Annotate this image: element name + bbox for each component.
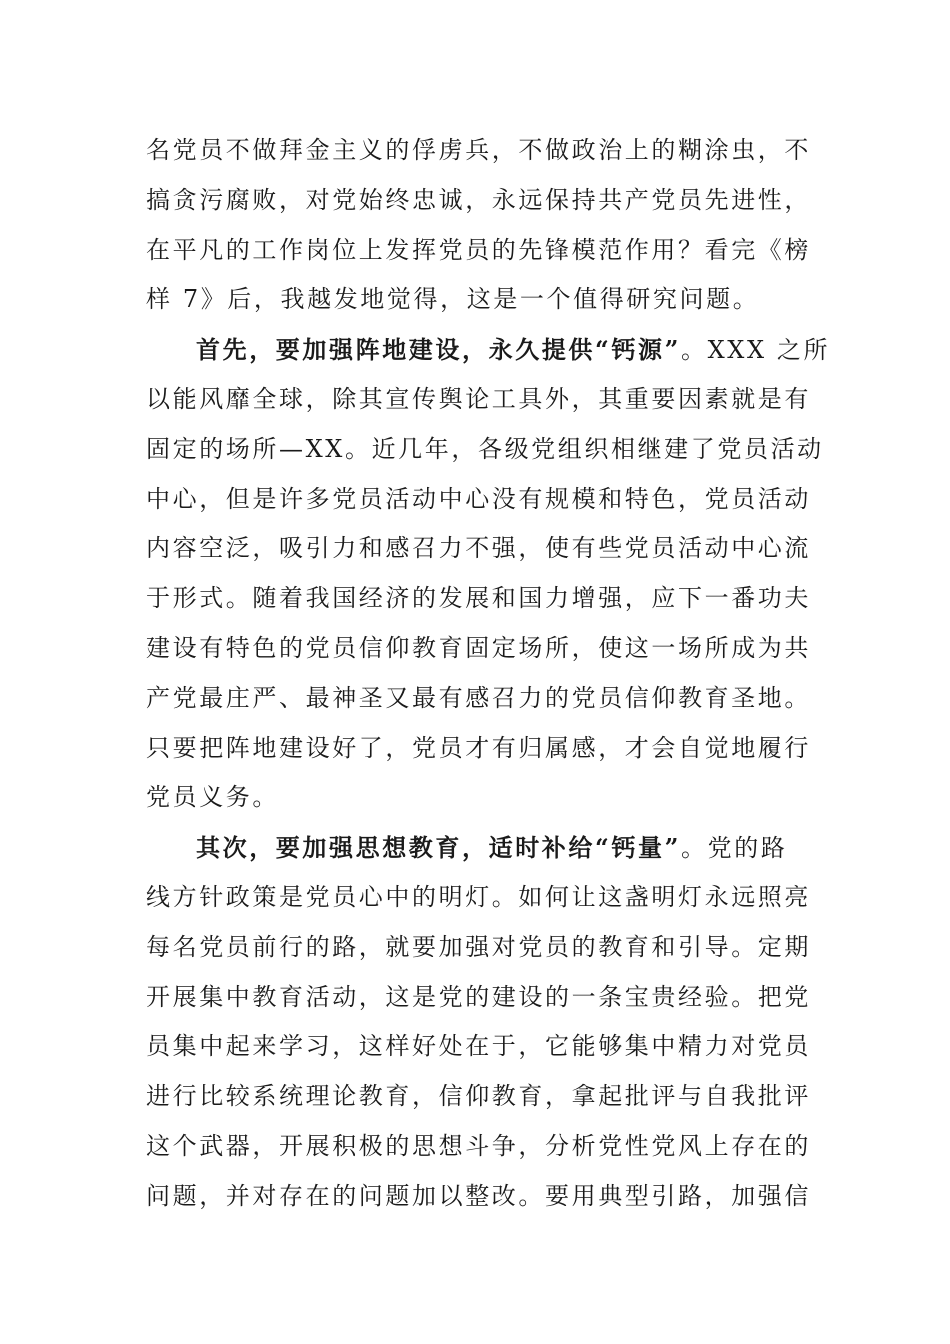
text-line: 只要把阵地建设好了，党员才有归属感，才会自觉地履行 [146,733,811,762]
text-line: 员集中起来学习，这样好处在于，它能够集中精力对党员 [146,1032,811,1061]
paragraph-first-line [146,325,831,375]
text-line: 建设有特色的党员信仰教育固定场所，使这一场所成为共 [146,633,811,662]
text-line: 问题，并对存在的问题加以整改。要用典型引路，加强信 [146,1181,811,1210]
paragraph-3 [146,823,811,1221]
text-line: 样 7》后，我越发地觉得，这是一个值得研究问题。 [146,285,760,314]
document-body [146,126,831,1222]
text-line: 搞贪污腐败，对党始终忠诚，永远保持共产党员先进性， [146,185,811,214]
heading-continuation: 。党的路 [681,834,788,863]
text-line: 在平凡的工作岗位上发挥党员的先锋模范作用？看完《榜 [146,235,811,264]
paragraph-heading: 首先，要加强阵地建设，永久提供“钙源” [196,335,682,365]
text-line: 名党员不做拜金主义的俘虏兵，不做政治上的糊涂虫，不 [146,136,811,164]
text-line: 内容空泛，吸引力和感召力不强，使有些党员活动中心流 [146,534,811,563]
heading-continuation: 。XXX 之所 [681,336,831,365]
text-line: 产党最庄严、最神圣又最有感召力的党员信仰教育圣地。 [146,683,811,712]
paragraph-1 [146,126,811,325]
text-line: 这个武器，开展积极的思想斗争，分析党性党风上存在的 [146,1131,811,1160]
text-line: 开展集中教育活动，这是党的建设的一条宝贵经验。把党 [146,982,811,1011]
paragraph-first-line [146,823,806,873]
paragraph-heading: 其次，要加强思想教育，适时补给“钙量” [196,833,682,863]
text-line: 党员义务。 [146,783,279,812]
text-line: 每名党员前行的路，就要加强对党员的教育和引导。定期 [146,932,811,961]
text-line: 中心，但是许多党员活动中心没有规模和特色，党员活动 [146,484,811,513]
text-line: 进行比较系统理论教育，信仰教育，拿起批评与自我批评 [146,1082,811,1111]
text-line: 固定的场所—XX。近几年，各级党组织相继建了党员活动 [146,434,824,463]
paragraph-2 [146,325,831,823]
text-line: 线方针政策是党员心中的明灯。如何让这盏明灯永远照亮 [146,882,811,911]
text-line: 于形式。随着我国经济的发展和国力增强，应下一番功夫 [146,584,811,613]
text-line: 以能风靡全球，除其宣传舆论工具外，其重要因素就是有 [146,384,811,413]
